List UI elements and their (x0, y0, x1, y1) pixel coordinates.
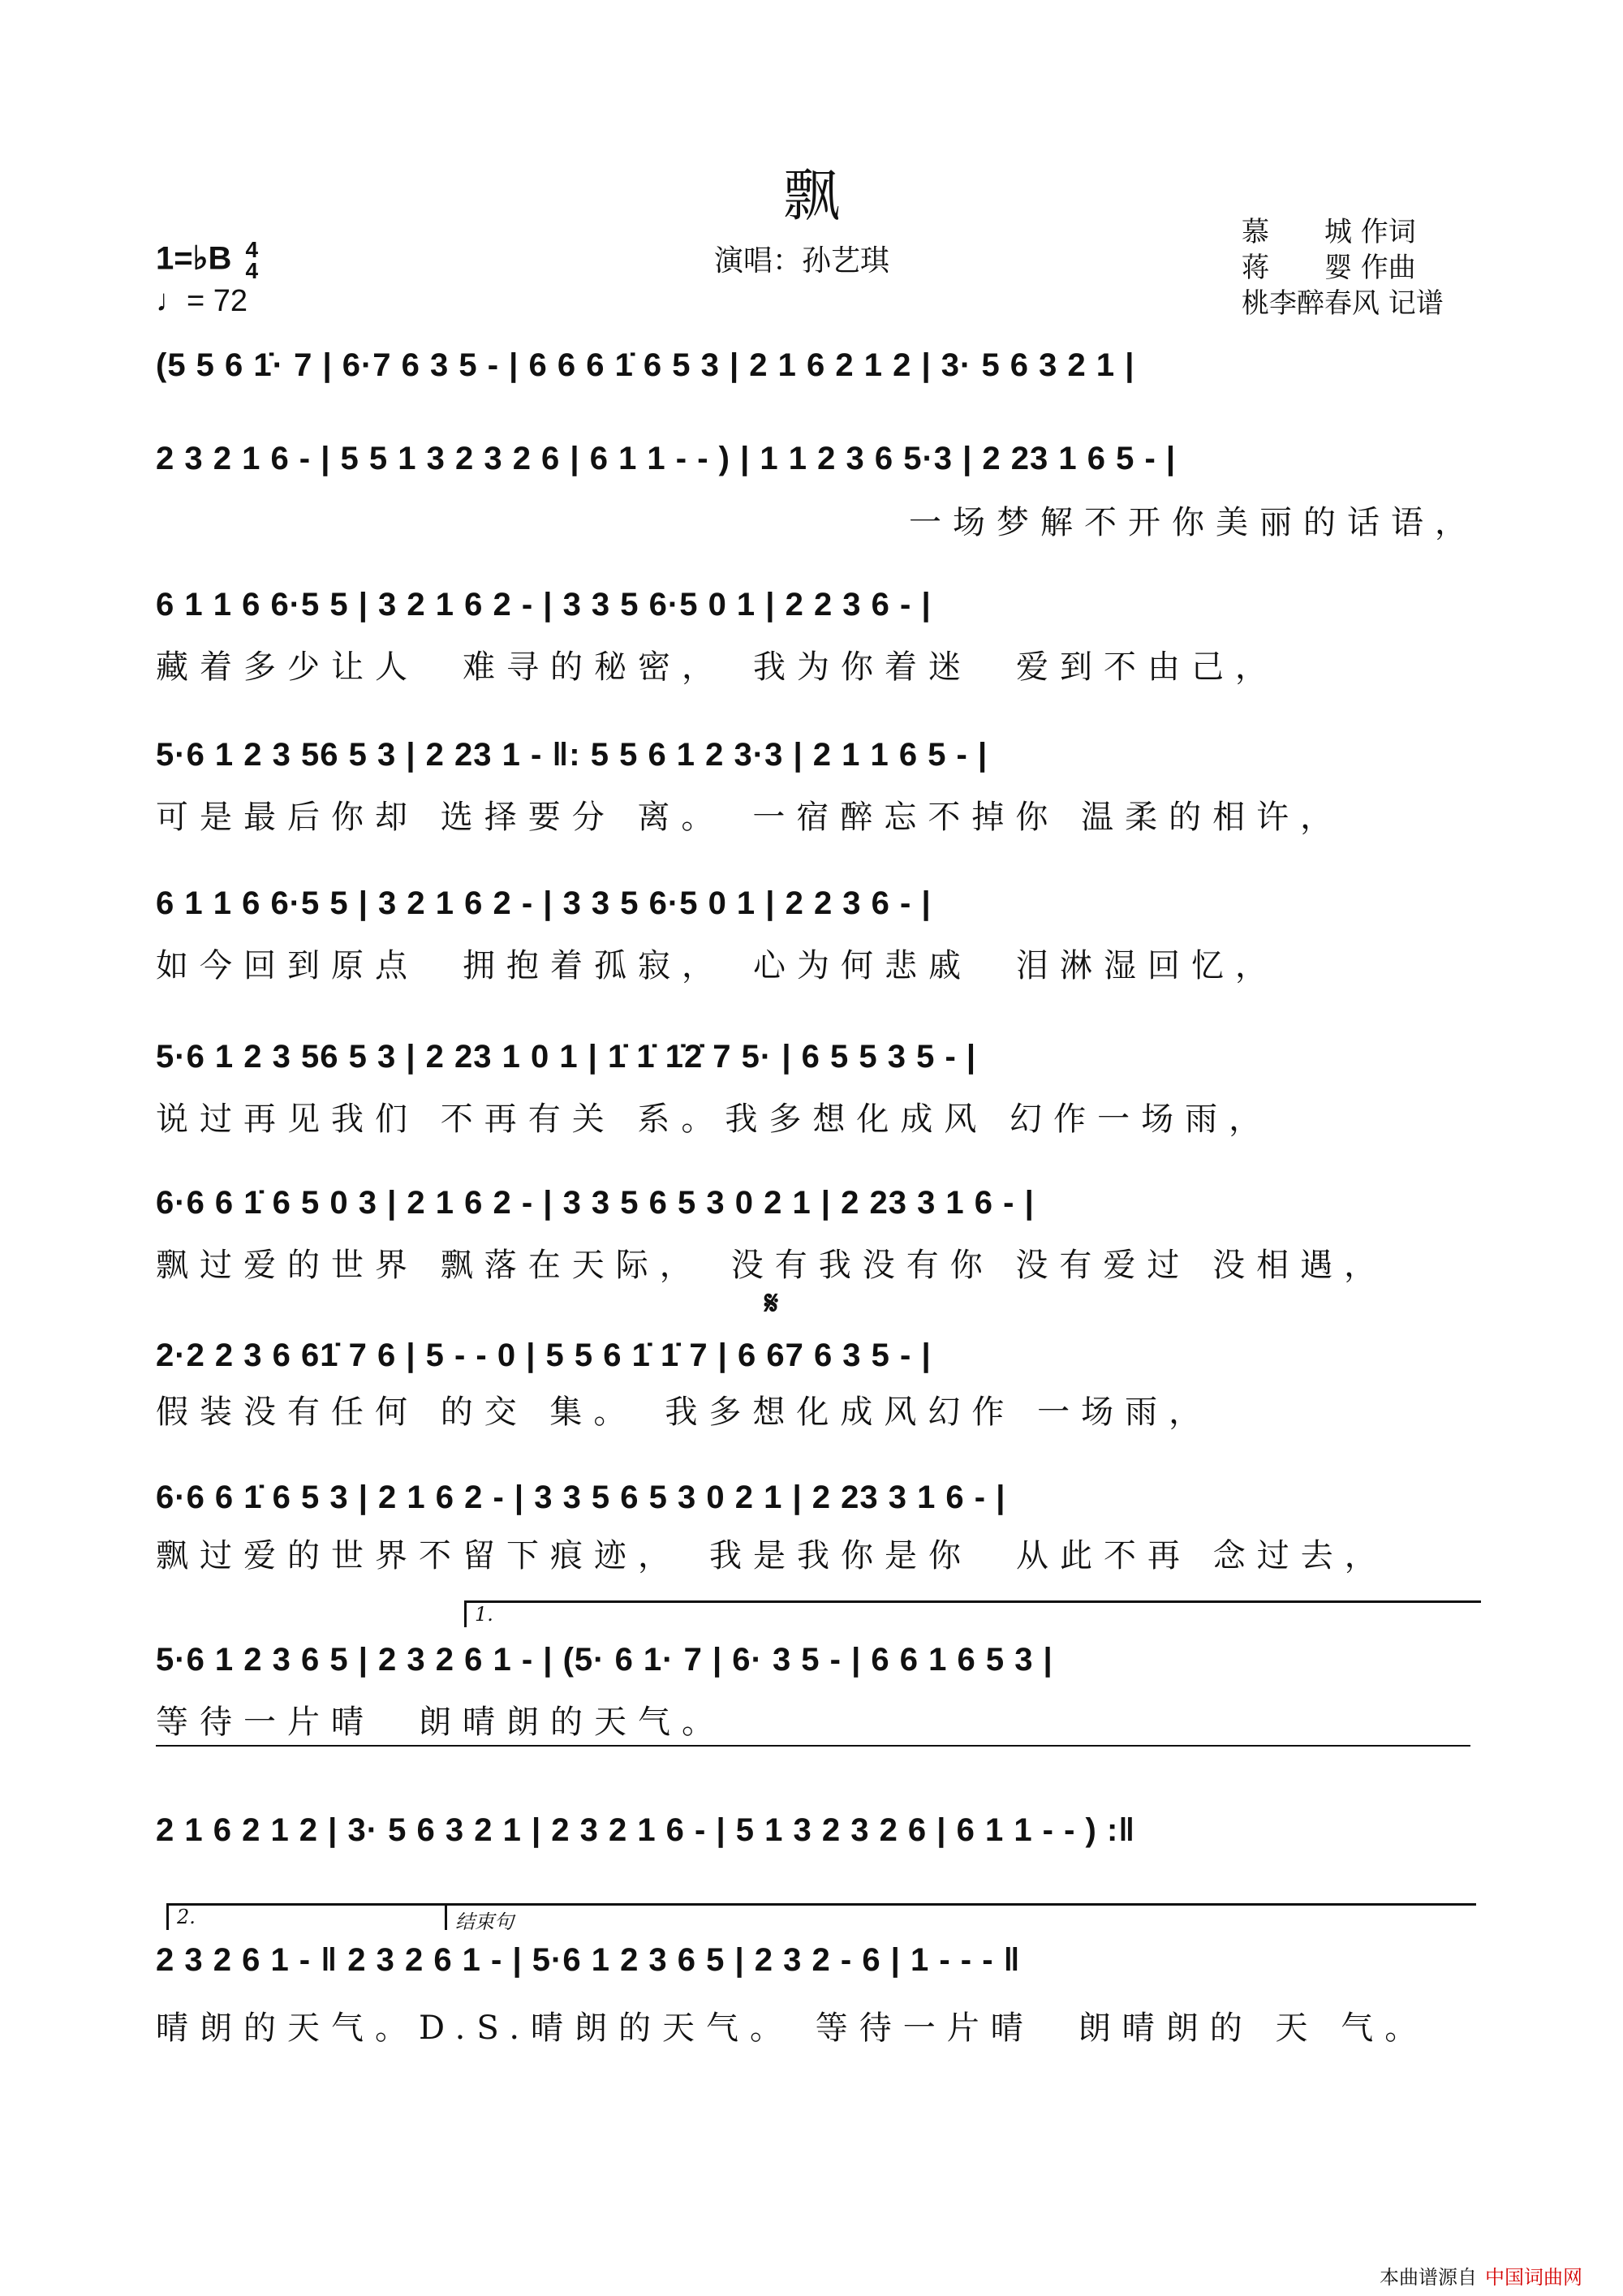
segno-sign: 𝄋 (764, 1285, 779, 1322)
footer-site[interactable]: 中国词曲网 (1485, 2266, 1582, 2289)
lyric-row-3: 藏着多少让人 难寻的秘密， 我为你着迷 爱到不由己， (156, 648, 1279, 686)
notes-row-10: 5·6 1 2 3 6 5 | 2 3 2 6 1 - | (5· 6 1· 7 | 6· 3 5 - | 6 6 1 6 5 3 | (156, 1641, 1053, 1678)
time-bottom: 4 (245, 258, 259, 283)
score-row-10 (156, 1635, 1479, 1692)
song-title: 飘 (783, 162, 840, 229)
score-row-12 (156, 1936, 1479, 1992)
notes-row-2: 2 3 2 1 6 - | 5 5 1 3 2 3 2 6 | 6 1 1 - - ) | 1 1 2 3 6 5·3 | 2 23 1 6 5 - | (156, 440, 1177, 476)
score-row-8 (156, 1331, 1479, 1388)
score-row-1 (156, 341, 1479, 398)
lyric-row-6: 说过再见我们 不再有关 系。我多想化成风 幻作一场雨， (156, 1101, 1273, 1138)
lyric-row-7: 飘过爱的世界 飘落在天际， 没有我没有你 没有爱过 没相遇， (156, 1247, 1388, 1284)
singer: 演唱：孙艺琪 (714, 244, 890, 278)
volta-first: 1. (464, 1600, 1481, 1627)
notes-row-4: 5·6 1 2 3 56 5 3 | 2 23 1 - ‖: 5 5 6 1 2 3·3 | 2 1 1 6 5 - | (156, 736, 988, 773)
score-row-3 (156, 580, 1479, 637)
score-row-11 (156, 1806, 1479, 1863)
key-label: 1=♭B (156, 240, 232, 277)
score-row-7 (156, 1178, 1479, 1235)
lyric-row-9: 飘过爱的世界不留下痕迹， 我是我你是你 从此不再 念过去， (156, 1537, 1388, 1574)
score-row-6 (156, 1032, 1479, 1089)
divider (156, 1745, 1470, 1747)
notes-row-12: 2 3 2 6 1 - ‖ 2 3 2 6 1 - | 5·6 1 2 3 6 5 | 2 3 2 - 6 | 1 - - - ‖ (156, 1941, 1021, 1978)
footer-source: 本曲谱源自 (1380, 2266, 1477, 2289)
lyric-row-2: 一场梦解不开你美丽的话语， (909, 504, 1479, 541)
time-signature (245, 239, 258, 282)
volta-ending: 结束句 (445, 1903, 1476, 1930)
notes-row-1: (5 5 6 1̇· 7 | 6·7 6 3 5 - | 6 6 6 1̇ 6 5 3 | 2 1 6 2 1 2 | 3· 5 6 3 2 1 | (156, 347, 1135, 383)
lyric-row-5: 如今回到原点 拥抱着孤寂， 心为何悲戚 泪淋湿回忆， (156, 947, 1279, 984)
score-row-4 (156, 730, 1479, 787)
volta-second: 2. (166, 1903, 445, 1930)
lyricist: 慕 城 作词 (1242, 216, 1416, 248)
notes-row-3: 6 1 1 6 6·5 5 | 3 2 1 6 2 - | 3 3 5 6·5 0 1 | 2 2 3 6 - | (156, 586, 932, 622)
score-row-5 (156, 879, 1479, 936)
notes-row-6: 5·6 1 2 3 56 5 3 | 2 23 1 0 1 | 1̇ 1̇ 1̇2̇ 7 5· | 6 5 5 3 5 - | (156, 1038, 977, 1075)
score-row-9 (156, 1473, 1479, 1530)
notes-row-5: 6 1 1 6 6·5 5 | 3 2 1 6 2 - | 3 3 5 6·5 0 1 | 2 2 3 6 - | (156, 885, 932, 921)
lyric-row-10: 等待一片晴 朗晴朗的天气。 (156, 1704, 725, 1741)
score-row-2 (156, 434, 1479, 491)
notes-row-11: 2 1 6 2 1 2 | 3· 5 6 3 2 1 | 2 3 2 1 6 - | 5 1 3 2 3 2 6 | 6 1 1 - - ) :‖ (156, 1811, 1136, 1848)
lyric-row-12: 晴朗的天气。D.S.晴朗的天气。 等待一片晴 朗晴朗的 天 气。 (156, 2010, 1429, 2047)
notes-row-7: 6·6 6 1̇ 6 5 0 3 | 2 1 6 2 - | 3 3 5 6 5 3 0 2 1 | 2 23 3 1 6 - | (156, 1184, 1035, 1221)
transcriber: 桃李醉春风 记谱 (1242, 287, 1444, 320)
composer: 蒋 婴 作曲 (1242, 252, 1416, 284)
notes-row-9: 6·6 6 1̇ 6 5 3 | 2 1 6 2 - | 3 3 5 6 5 3 0 2 1 | 2 23 3 1 6 - | (156, 1479, 1006, 1515)
time-top: 4 (245, 237, 259, 262)
lyric-row-8: 假装没有任何 的交 集。 我多想化成风幻作 一场雨， (156, 1394, 1213, 1431)
key-signature (156, 239, 258, 282)
tempo: ♩= 72 (156, 284, 248, 318)
lyric-row-4: 可是最后你却 选择要分 离。 一宿醉忘不掉你 温柔的相许， (156, 799, 1345, 836)
notes-row-8: 2·2 2 3 6 61̇ 7 6 | 5 - - 0 | 5 5 6 1̇ 1̇ 7 | 6 67 6 3 5 - | (156, 1337, 932, 1373)
